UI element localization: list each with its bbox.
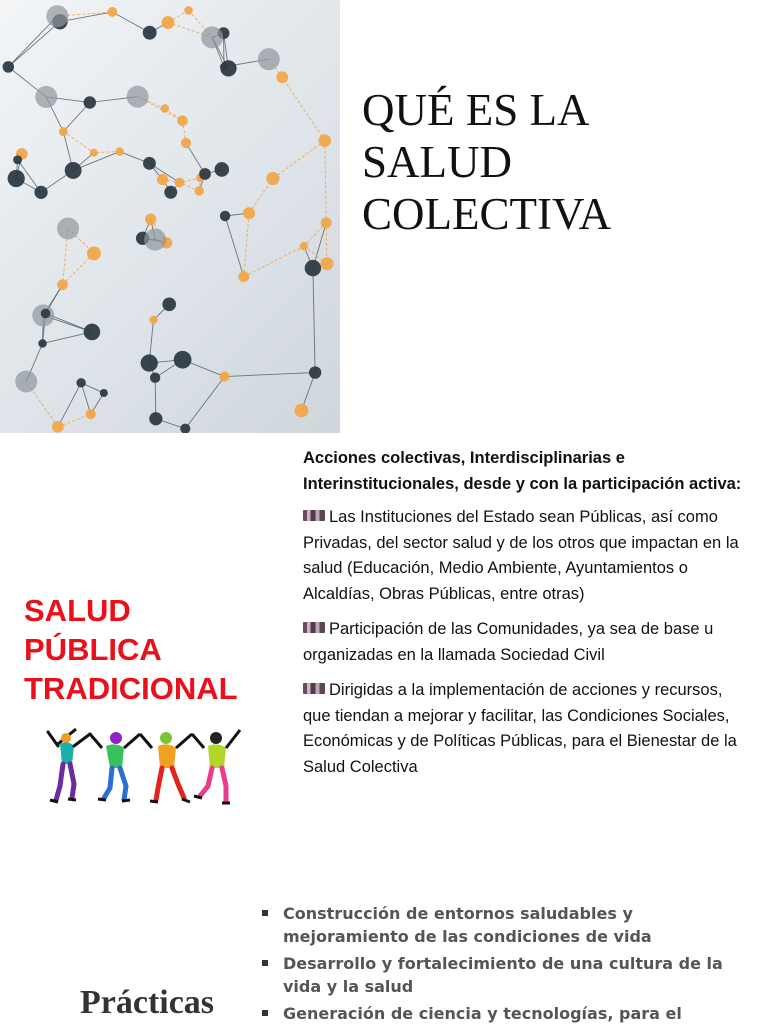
dancer-4 (192, 730, 240, 803)
list-item (262, 952, 732, 998)
title-line-3: COLECTIVA (362, 189, 612, 239)
list-item-text: Las Instituciones del Estado sean Públicas, así como Privadas, del sector salud y de los otros que impactan en la salud (Educación, Medio Ambiente, Ayuntamientos o Alcaldías, Obras Públicas, entre otras) (303, 508, 739, 603)
list-item-text: Desarrollo y fortalecimiento de una cultura de la vida y la salud (283, 954, 723, 996)
title-line-1: QUÉ ES LA (362, 85, 590, 135)
side-title-line-1: SALUD (24, 593, 131, 628)
dancer-2 (90, 732, 140, 801)
square-bullet-icon (262, 910, 268, 916)
content-block (303, 445, 743, 790)
side-title (24, 591, 284, 708)
slide-title (0, 0, 768, 433)
slide-title-text (362, 84, 742, 240)
list-item (262, 902, 732, 948)
practicas-list (262, 902, 732, 1024)
side-title-line-2: PÚBLICA (24, 632, 162, 667)
list-item-text: Generación de ciencia y tecnologías, para el (283, 1004, 682, 1023)
slide-salud-publica (0, 433, 768, 870)
list-item (303, 505, 743, 607)
network-graphic (0, 0, 340, 433)
list-item-text: Construcción de entornos saludables y mejoramiento de las condiciones de vida (283, 904, 652, 946)
photo-bullet-icon (303, 510, 325, 521)
network-illustration (0, 0, 340, 433)
list-item (303, 678, 743, 780)
dancing-people-illustration (40, 726, 245, 810)
list-item-text: Participación de las Comunidades, ya sea de base u organizadas en la llamada Sociedad Civil (303, 620, 714, 664)
intro-text: Acciones colectivas, Interdisciplinarias e Interinstitucionales, desde y con la participación activa: (303, 449, 742, 493)
dancer-3 (140, 732, 192, 802)
photo-bullet-icon (303, 622, 325, 633)
side-title-line-3: TRADICIONAL (24, 671, 238, 706)
practicas-heading: Prácticas (80, 984, 215, 1021)
list-item (303, 617, 743, 668)
dancer-1 (48, 729, 90, 802)
square-bullet-icon (262, 960, 268, 966)
list-item-text: Dirigidas a la implementación de acciones y recursos, que tiendan a mejorar y facilitar, las Condiciones Sociales, Económicas y de Políticas Públicas, para el Bienestar de la Salud Colectiva (303, 681, 737, 776)
title-line-2: SALUD (362, 137, 513, 187)
square-bullet-icon (262, 1010, 268, 1016)
photo-bullet-icon (303, 683, 325, 694)
list-item (262, 1002, 732, 1024)
slide-practicas (0, 870, 768, 1024)
